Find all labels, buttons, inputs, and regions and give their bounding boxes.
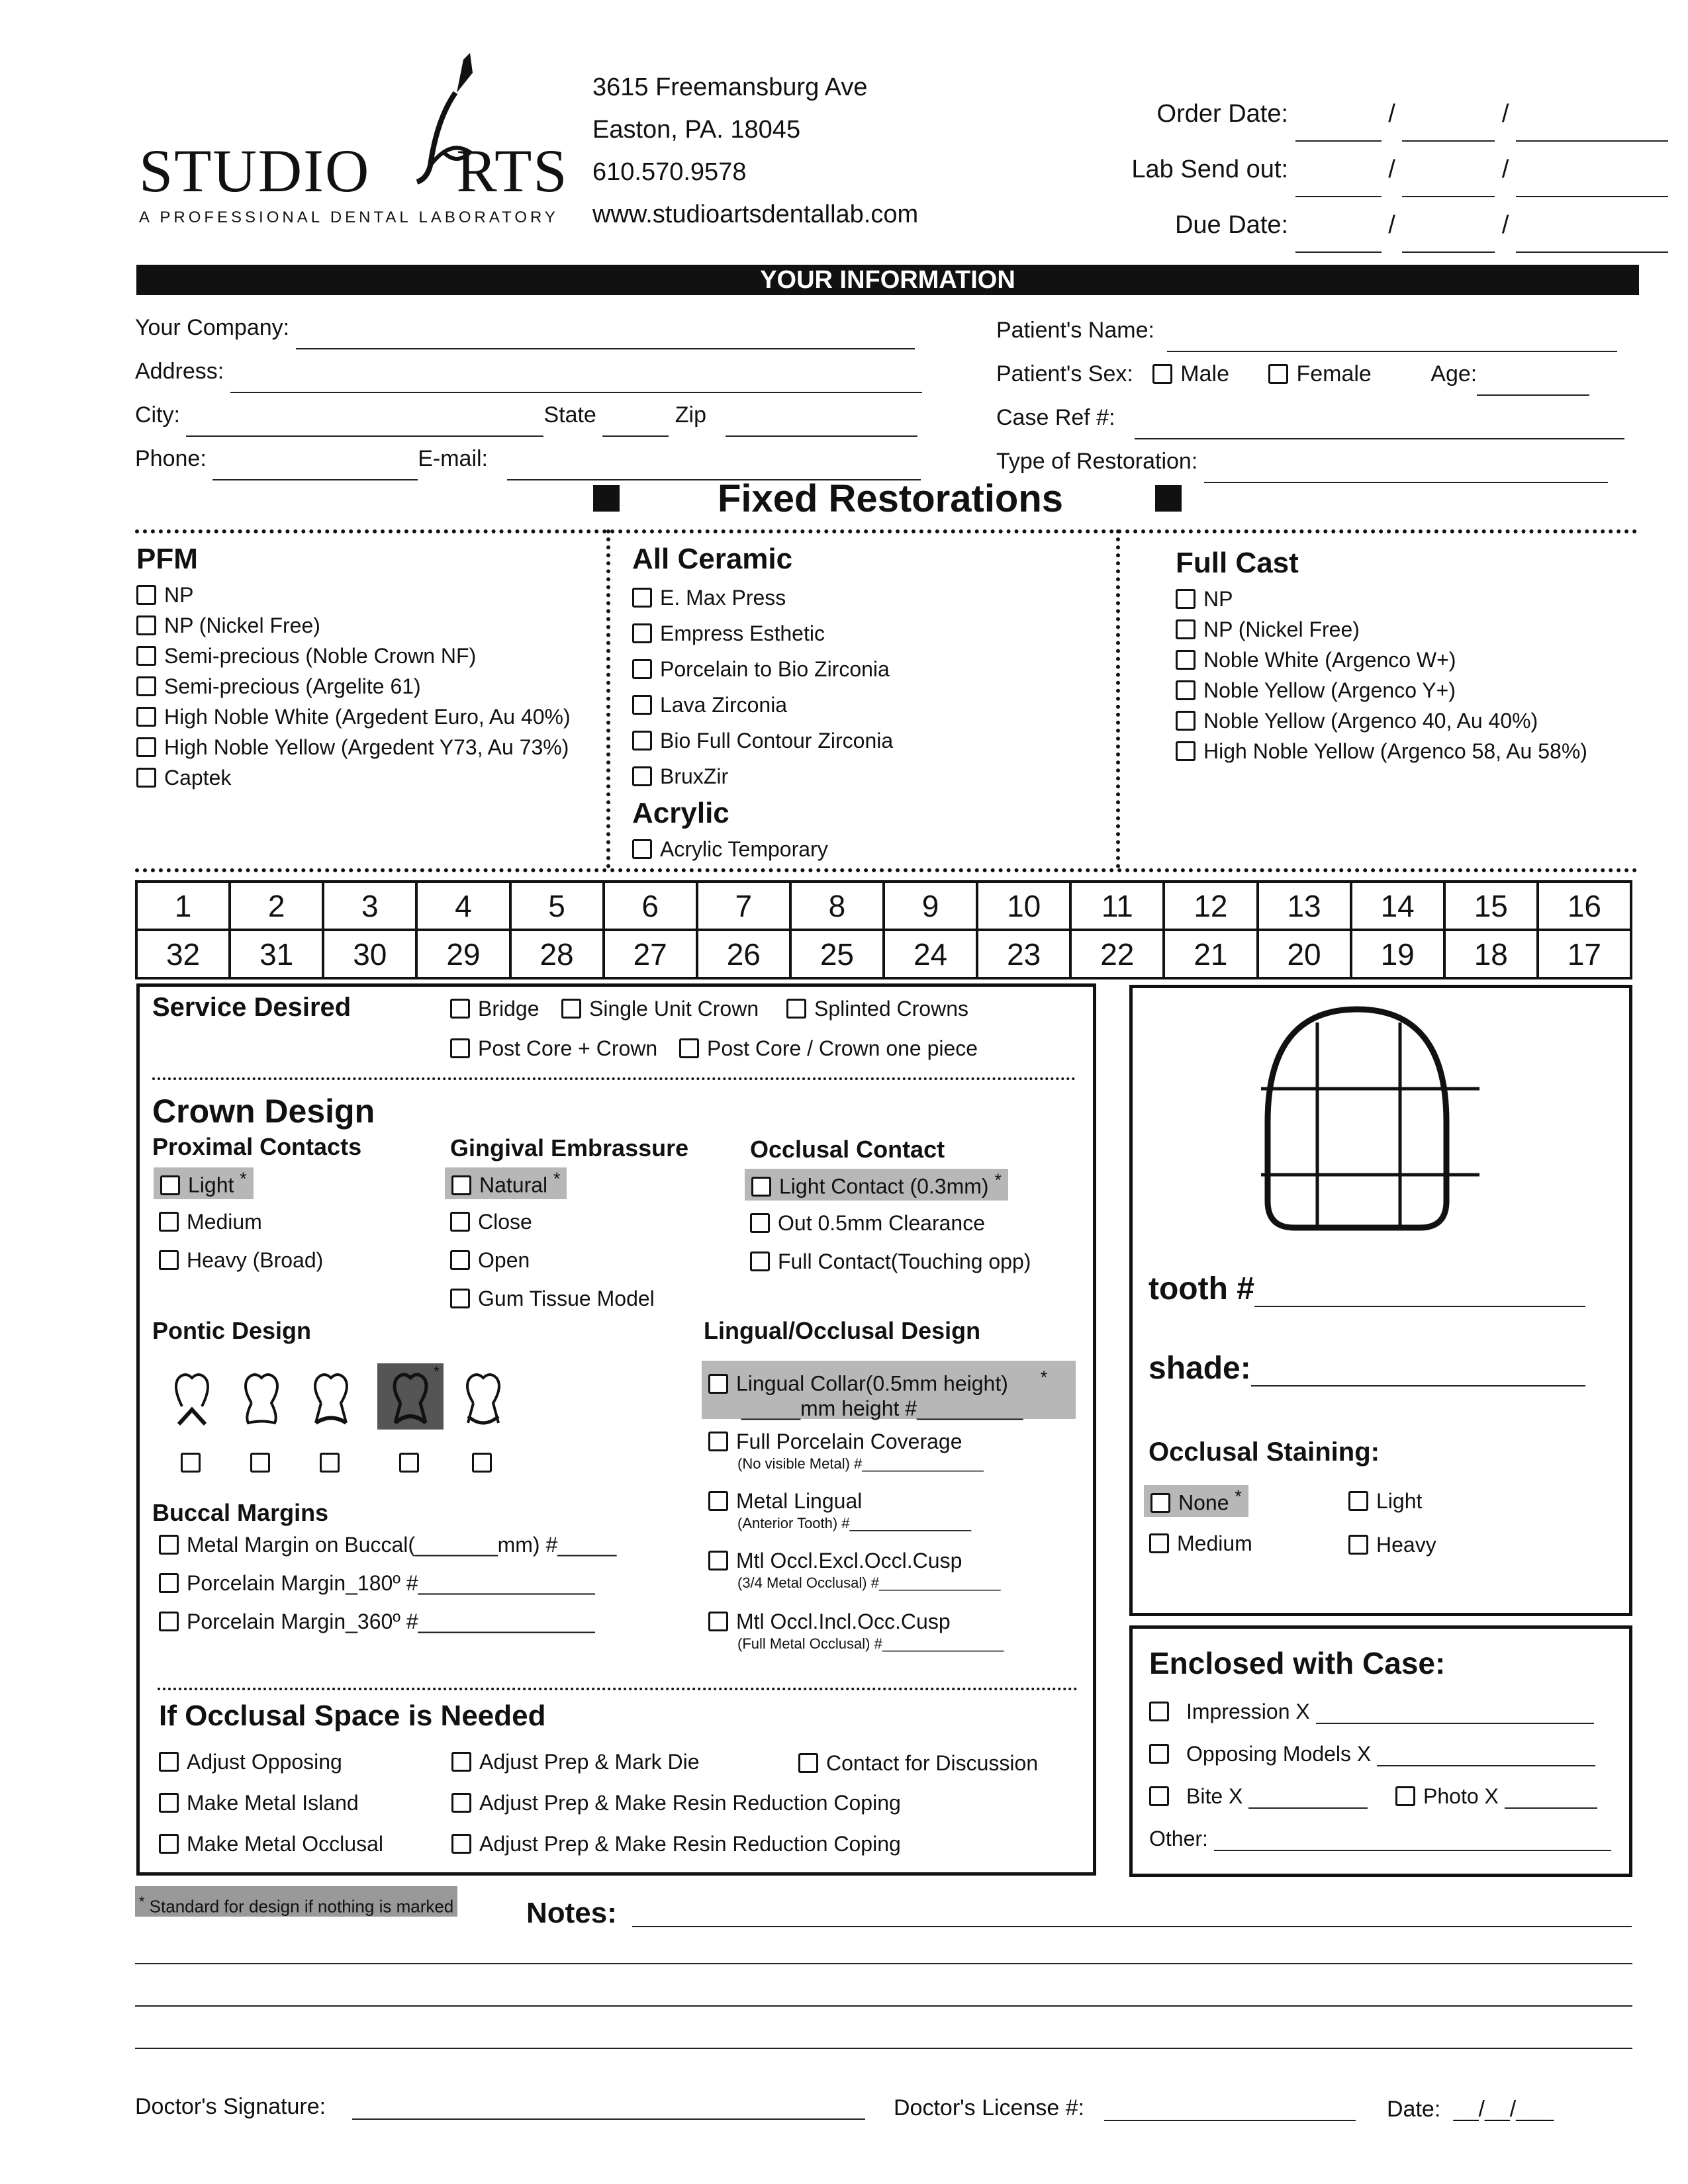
pfm-option <box>136 580 600 610</box>
acrylic-title: Acrylic <box>632 797 729 829</box>
tooth-cell[interactable]: 24 <box>884 930 977 978</box>
full-porcelain-label: Full Porcelain Coverage <box>736 1430 962 1453</box>
porcelain-180-checkbox[interactable] <box>159 1573 179 1593</box>
ceramic-label: Bio Full Contour Zirconia <box>660 729 894 752</box>
standard-star: * <box>1235 1486 1242 1506</box>
pfm-option <box>136 702 600 732</box>
pontic-2-checkbox[interactable] <box>250 1453 270 1473</box>
occl-incl-checkbox[interactable] <box>708 1612 728 1631</box>
tooth-cell[interactable]: 31 <box>230 930 323 978</box>
tooth-cell[interactable]: 6 <box>604 882 697 930</box>
occlusal-title: Occlusal Contact <box>750 1136 945 1163</box>
fullcast-option <box>1176 705 1639 736</box>
gingival-natural-checkbox[interactable] <box>451 1175 471 1195</box>
ceramic-option <box>632 651 1109 687</box>
city-label: City: <box>135 402 180 428</box>
occl-excl-checkbox[interactable] <box>708 1551 728 1570</box>
splinted-crowns-checkbox[interactable] <box>786 999 806 1019</box>
fullcast-option <box>1176 675 1639 705</box>
ceramic-label: BruxZir <box>660 764 729 788</box>
tooth-cell[interactable]: 32 <box>136 930 230 978</box>
male-label: Male <box>1180 361 1229 387</box>
ceramic-option <box>632 723 1109 758</box>
bridge-checkbox[interactable] <box>450 999 470 1019</box>
discussion-checkbox[interactable] <box>798 1753 818 1773</box>
tooth-cell[interactable]: 8 <box>790 882 884 930</box>
fullcast-option <box>1176 584 1639 614</box>
order-date-label: Order Date: <box>1156 100 1289 128</box>
resin-coping-2-label: Adjust Prep & Make Resin Reduction Coping <box>479 1832 901 1856</box>
shade-label: shade: <box>1149 1351 1251 1386</box>
occl-incl-note: (Full Metal Occlusal) #_______________ <box>737 1635 1004 1652</box>
post-core-crown-label: Post Core + Crown <box>478 1036 658 1060</box>
gingival-natural-label: Natural <box>479 1173 548 1197</box>
full-porcelain-checkbox[interactable] <box>708 1432 728 1451</box>
proximal-medium-label: Medium <box>187 1210 262 1234</box>
date-separator: / <box>1388 211 1395 239</box>
lingual-collar-height: _____mm height #_________ <box>741 1396 1023 1420</box>
state-label: State <box>543 402 596 428</box>
photo-field[interactable] <box>1505 1807 1597 1809</box>
occl-excl-label: Mtl Occl.Excl.Occl.Cusp <box>736 1549 962 1572</box>
post-core-crown-checkbox[interactable] <box>450 1038 470 1058</box>
brand-tagline: A PROFESSIONAL DENTAL LABORATORY <box>139 208 559 226</box>
dotted-divider <box>158 1688 1078 1690</box>
standard-note <box>135 1886 457 1917</box>
tooth-cell[interactable]: 3 <box>323 882 416 930</box>
fullcast-option <box>1176 614 1639 645</box>
date-separator: / <box>1501 156 1509 183</box>
acrylic-label: Acrylic Temporary <box>660 837 828 861</box>
fullcast-section <box>1176 547 1639 766</box>
gingival-title: Gingival Embrassure <box>450 1134 689 1161</box>
date-fields <box>1033 86 1668 253</box>
square-bullet-icon <box>593 485 620 512</box>
pfm-label: Semi-precious (Argelite 61) <box>164 674 421 698</box>
ceramic-label: Lava Zirconia <box>660 693 788 717</box>
fullcast-option <box>1176 645 1639 675</box>
tooth-cell[interactable]: 23 <box>977 930 1070 978</box>
pfm-option <box>136 610 600 641</box>
restoration-type-field[interactable] <box>1204 482 1608 483</box>
website: www.studioartsdentallab.com <box>592 201 919 228</box>
proximal-medium-checkbox[interactable] <box>159 1212 179 1232</box>
notes-line[interactable] <box>632 1926 1632 1927</box>
pontic-4-checkbox[interactable] <box>399 1453 419 1473</box>
tooth-cell[interactable]: 22 <box>1070 930 1164 978</box>
lingual-collar-option <box>702 1361 1076 1419</box>
pfm-checkbox[interactable] <box>136 768 156 788</box>
teeth-chart <box>135 880 1632 979</box>
standard-star: * <box>240 1169 247 1189</box>
splinted-crowns-label: Splinted Crowns <box>814 997 968 1021</box>
lingual-collar-label: Lingual Collar(0.5mm height) <box>736 1371 1008 1396</box>
occlusal-out-label: Out 0.5mm Clearance <box>778 1211 986 1235</box>
female-checkbox[interactable] <box>1268 364 1288 384</box>
tooth-cell[interactable]: 21 <box>1164 930 1257 978</box>
square-bullet-icon <box>1155 485 1182 512</box>
bridge-label: Bridge <box>478 997 539 1021</box>
pontic-modified-ridge-icon <box>238 1370 285 1430</box>
tooth-cell[interactable]: 12 <box>1164 882 1257 930</box>
age-label: Age: <box>1430 361 1477 387</box>
pfm-checkbox[interactable] <box>136 707 156 727</box>
notes-line[interactable] <box>135 1963 1632 1964</box>
proximal-light-checkbox[interactable] <box>160 1175 180 1195</box>
tooth-cell[interactable]: 17 <box>1538 930 1631 978</box>
occlusal-full-checkbox[interactable] <box>750 1251 770 1271</box>
tooth-cell[interactable]: 16 <box>1538 882 1631 930</box>
buccal-title: Buccal Margins <box>152 1499 329 1526</box>
fullcast-label: NP (Nickel Free) <box>1203 617 1360 641</box>
pontic-sanitary-icon <box>387 1370 434 1430</box>
pontic-3-checkbox[interactable] <box>320 1453 340 1473</box>
date-separator: / <box>1501 100 1509 128</box>
tooth-cell[interactable]: 25 <box>790 930 884 978</box>
fullcast-checkbox[interactable] <box>1176 589 1196 609</box>
porcelain-360-label: Porcelain Margin_360º #_______________ <box>187 1610 595 1633</box>
fixed-title: Fixed Restorations <box>717 477 1064 520</box>
ceramic-checkbox[interactable] <box>632 766 652 786</box>
lingual-collar-checkbox[interactable] <box>708 1374 728 1394</box>
occl-incl-label: Mtl Occl.Incl.Occ.Cusp <box>736 1610 951 1633</box>
fullcast-checkbox[interactable] <box>1176 711 1196 731</box>
phone-field[interactable] <box>212 479 418 480</box>
occlusal-full-label: Full Contact(Touching opp) <box>778 1250 1031 1273</box>
pontic-ridge-lap-icon <box>169 1370 215 1430</box>
single-crown-checkbox[interactable] <box>561 999 581 1019</box>
porcelain-360-checkbox[interactable] <box>159 1612 179 1631</box>
ceramic-label: Porcelain to Bio Zirconia <box>660 657 890 681</box>
adjust-opposing-label: Adjust Opposing <box>187 1750 342 1774</box>
fullcast-checkbox[interactable] <box>1176 741 1196 761</box>
fullcast-label: Noble White (Argenco W+) <box>1203 648 1456 672</box>
tooth-cell[interactable]: 7 <box>697 882 790 930</box>
patient-name-label: Patient's Name: <box>996 318 1154 343</box>
acrylic-checkbox[interactable] <box>632 839 652 859</box>
ceramic-checkbox[interactable] <box>632 588 652 608</box>
tooth-cell[interactable]: 5 <box>510 882 604 930</box>
fullcast-label: High Noble Yellow (Argenco 58, Au 58%) <box>1203 739 1587 763</box>
bite-checkbox[interactable] <box>1149 1786 1169 1806</box>
ceramic-checkbox[interactable] <box>632 731 652 751</box>
pfm-checkbox[interactable] <box>136 646 156 666</box>
phone-number: 610.570.9578 <box>592 158 747 186</box>
brand-name-left: STUDIO <box>139 137 371 205</box>
tooth-diagram-icon <box>1261 1003 1486 1248</box>
ceramic-option <box>632 580 1109 615</box>
ceramic-option <box>632 687 1109 723</box>
pfm-title: PFM <box>136 543 198 575</box>
fullcast-title: Full Cast <box>1176 547 1299 579</box>
dotted-divider <box>135 868 1638 872</box>
pontic-ovate-icon <box>308 1370 354 1430</box>
metal-lingual-label: Metal Lingual <box>736 1489 863 1513</box>
dotted-divider <box>152 1077 1076 1080</box>
single-crown-label: Single Unit Crown <box>589 997 759 1021</box>
pfm-checkbox[interactable] <box>136 585 156 605</box>
acrylic-option <box>632 834 1109 864</box>
proximal-light-label: Light <box>188 1173 234 1197</box>
date-label: Date: <box>1387 2097 1441 2122</box>
ceramic-section <box>632 543 1109 864</box>
opposing-label: Opposing Models X <box>1186 1742 1372 1766</box>
other-field[interactable] <box>1214 1850 1611 1851</box>
ceramic-title: All Ceramic <box>632 543 793 575</box>
gingival-close-checkbox[interactable] <box>450 1212 470 1232</box>
tooth-number-label: tooth # <box>1149 1271 1254 1306</box>
occl-excl-note: (3/4 Metal Occlusal) #_______________ <box>737 1574 1001 1591</box>
space-title: If Occlusal Space is Needed <box>159 1700 546 1732</box>
license-label: Doctor's License #: <box>894 2095 1085 2120</box>
lingual-title: Lingual/Occlusal Design <box>704 1317 981 1344</box>
metal-island-checkbox[interactable] <box>159 1793 179 1813</box>
case-ref-label: Case Ref #: <box>996 405 1115 430</box>
pfm-label: Semi-precious (Noble Crown NF) <box>164 644 477 668</box>
restoration-type-label: Type of Restoration: <box>996 449 1198 474</box>
ceramic-label: Empress Esthetic <box>660 621 825 645</box>
standard-star: * <box>553 1169 561 1189</box>
tooth-cell[interactable]: 26 <box>697 930 790 978</box>
tooth-cell[interactable]: 27 <box>604 930 697 978</box>
tooth-cell[interactable]: 20 <box>1258 930 1351 978</box>
adjust-opposing-checkbox[interactable] <box>159 1752 179 1772</box>
fullcast-checkbox[interactable] <box>1176 619 1196 639</box>
tooth-cell[interactable]: 11 <box>1070 882 1164 930</box>
occlusal-light-checkbox[interactable] <box>751 1177 771 1197</box>
tooth-cell[interactable]: 2 <box>230 882 323 930</box>
logo <box>139 53 569 238</box>
fullcast-label: NP <box>1203 587 1233 611</box>
notes-line[interactable] <box>135 2048 1632 2049</box>
metal-margin-checkbox[interactable] <box>159 1535 179 1555</box>
zip-label: Zip <box>675 402 706 428</box>
resin-coping-1-label: Adjust Prep & Make Resin Reduction Coping <box>479 1791 901 1815</box>
pfm-checkbox[interactable] <box>136 615 156 635</box>
resin-coping-2-checkbox[interactable] <box>451 1834 471 1854</box>
tooth-cell[interactable]: 4 <box>416 882 510 930</box>
staining-heavy-label: Heavy <box>1376 1533 1436 1557</box>
email-label: E-mail: <box>418 446 489 471</box>
date-separator: / <box>1501 211 1509 239</box>
due-date-label: Due Date: <box>1174 211 1289 239</box>
tooth-cell[interactable]: 19 <box>1351 930 1444 978</box>
occlusal-out-checkbox[interactable] <box>750 1213 770 1233</box>
tooth-cell[interactable]: 10 <box>977 882 1070 930</box>
phone-label: Phone: <box>135 446 207 471</box>
discussion-label: Contact for Discussion <box>826 1751 1039 1775</box>
due-date-day[interactable] <box>1402 251 1495 253</box>
staining-none-checkbox[interactable] <box>1150 1493 1170 1513</box>
dotted-divider <box>606 529 610 868</box>
pontic-options <box>169 1363 520 1482</box>
ceramic-checkbox[interactable] <box>632 695 652 715</box>
tooth-cell[interactable]: 30 <box>323 930 416 978</box>
gingival-open-checkbox[interactable] <box>450 1250 470 1270</box>
date-separator: / <box>1388 100 1395 128</box>
tooth-cell[interactable]: 9 <box>884 882 977 930</box>
ceramic-option <box>632 758 1109 794</box>
standard-star: * <box>994 1170 1002 1190</box>
pontic-5-checkbox[interactable] <box>472 1453 492 1473</box>
gingival-open-label: Open <box>478 1248 530 1272</box>
pfm-option <box>136 762 600 793</box>
metal-lingual-note: (Anterior Tooth) #_______________ <box>737 1515 972 1531</box>
send-date-label: Lab Send out: <box>1131 156 1289 183</box>
tooth-number-field[interactable] <box>1254 1306 1585 1307</box>
fullcast-checkbox[interactable] <box>1176 650 1196 670</box>
photo-label: Photo X <box>1423 1784 1499 1808</box>
other-label: Other: <box>1149 1827 1208 1850</box>
pfm-checkbox[interactable] <box>136 676 156 696</box>
opposing-checkbox[interactable] <box>1149 1744 1169 1764</box>
pfm-option <box>136 641 600 671</box>
service-title: Service Desired <box>152 993 352 1022</box>
brand-name-right: RTS <box>456 137 569 205</box>
pfm-checkbox[interactable] <box>136 737 156 757</box>
shade-field[interactable] <box>1251 1385 1585 1387</box>
staining-light-checkbox[interactable] <box>1348 1491 1368 1511</box>
metal-island-label: Make Metal Island <box>187 1791 359 1815</box>
pfm-label: High Noble Yellow (Argedent Y73, Au 73%) <box>164 735 569 759</box>
adjust-prep-label: Adjust Prep & Mark Die <box>479 1750 700 1774</box>
enclosed-title: Enclosed with Case: <box>1149 1646 1446 1680</box>
porcelain-180-label: Porcelain Margin_180º #_______________ <box>187 1571 595 1595</box>
staining-heavy-checkbox[interactable] <box>1348 1535 1368 1555</box>
metal-lingual-checkbox[interactable] <box>708 1491 728 1511</box>
full-porcelain-note: (No visible Metal) #_______________ <box>737 1455 984 1472</box>
tooth-cell[interactable]: 29 <box>416 930 510 978</box>
tooth-cell[interactable]: 28 <box>510 930 604 978</box>
due-date-year[interactable] <box>1516 251 1668 253</box>
staining-light-label: Light <box>1376 1489 1423 1513</box>
pontic-conical-icon <box>460 1370 506 1430</box>
pontic-1-checkbox[interactable] <box>181 1453 201 1473</box>
tooth-cell[interactable]: 1 <box>136 882 230 930</box>
patient-sex-label: Patient's Sex: <box>996 361 1133 387</box>
pfm-label: Captek <box>164 766 232 790</box>
pfm-label: NP <box>164 583 194 607</box>
bite-label: Bite X <box>1186 1784 1243 1808</box>
standard-star: * <box>139 1893 145 1909</box>
staining-title: Occlusal Staining: <box>1149 1437 1380 1467</box>
pfm-section <box>136 543 600 793</box>
male-checkbox[interactable] <box>1152 364 1172 384</box>
staining-none-label: None <box>1178 1490 1229 1515</box>
bite-field[interactable] <box>1248 1807 1368 1809</box>
metal-occlusal-label: Make Metal Occlusal <box>187 1832 383 1856</box>
post-core-one-piece-label: Post Core / Crown one piece <box>707 1036 978 1060</box>
fullcast-label: Noble Yellow (Argenco 40, Au 40%) <box>1203 709 1538 733</box>
date-field[interactable]: __/__/___ <box>1453 2097 1554 2122</box>
address-street: 3615 Freemansburg Ave <box>592 73 868 101</box>
ceramic-checkbox[interactable] <box>632 623 652 643</box>
adjust-prep-checkbox[interactable] <box>451 1752 471 1772</box>
ceramic-label: E. Max Press <box>660 586 786 610</box>
pfm-option <box>136 671 600 702</box>
gum-tissue-label: Gum Tissue Model <box>478 1287 655 1310</box>
gum-tissue-checkbox[interactable] <box>450 1289 470 1308</box>
company-label: Your Company: <box>135 315 290 340</box>
tooth-cell[interactable]: 18 <box>1444 930 1538 978</box>
staining-medium-checkbox[interactable] <box>1149 1533 1169 1553</box>
signature-field[interactable] <box>352 2118 865 2120</box>
metal-margin-label: Metal Margin on Buccal(_______mm) #_____ <box>187 1533 617 1557</box>
fullcast-label: Noble Yellow (Argenco Y+) <box>1203 678 1456 702</box>
staining-medium-label: Medium <box>1177 1531 1252 1555</box>
opposing-field[interactable] <box>1377 1765 1595 1766</box>
license-field[interactable] <box>1104 2120 1356 2121</box>
standard-star: * <box>1040 1367 1048 1387</box>
address-city: Easton, PA. 18045 <box>592 116 801 144</box>
standard-star: * <box>434 1363 440 1380</box>
female-label: Female <box>1296 361 1372 387</box>
notes-line[interactable] <box>135 2005 1632 2007</box>
pfm-option <box>136 732 600 762</box>
proximal-title: Proximal Contacts <box>152 1133 362 1160</box>
signature-label: Doctor's Signature: <box>135 2094 326 2119</box>
standard-note-text: Standard for design if nothing is marked <box>149 1896 454 1917</box>
address-label: Address: <box>135 359 224 384</box>
dotted-divider <box>1116 529 1120 868</box>
proximal-heavy-label: Heavy (Broad) <box>187 1248 324 1272</box>
post-core-one-piece-checkbox[interactable] <box>679 1038 699 1058</box>
info-banner: YOUR INFORMATION <box>136 265 1639 295</box>
tooth-cell[interactable]: 14 <box>1351 882 1444 930</box>
pontic-title: Pontic Design <box>152 1317 312 1344</box>
impression-checkbox[interactable] <box>1149 1702 1169 1721</box>
due-date-month[interactable] <box>1295 251 1382 253</box>
resin-coping-1-checkbox[interactable] <box>451 1793 471 1813</box>
tooth-cell[interactable]: 15 <box>1444 882 1538 930</box>
occlusal-light-label: Light Contact (0.3mm) <box>779 1174 989 1199</box>
photo-checkbox[interactable] <box>1395 1786 1415 1806</box>
tooth-cell[interactable]: 13 <box>1258 882 1351 930</box>
fullcast-option <box>1176 736 1639 766</box>
dotted-divider <box>135 529 1638 533</box>
fullcast-checkbox[interactable] <box>1176 680 1196 700</box>
proximal-heavy-checkbox[interactable] <box>159 1250 179 1270</box>
impression-field[interactable] <box>1316 1723 1594 1724</box>
impression-label: Impression X <box>1186 1700 1310 1723</box>
notes-label: Notes: <box>526 1897 617 1929</box>
pfm-label: NP (Nickel Free) <box>164 614 320 637</box>
ceramic-option <box>632 615 1109 651</box>
ceramic-checkbox[interactable] <box>632 659 652 679</box>
pfm-label: High Noble White (Argedent Euro, Au 40%) <box>164 705 571 729</box>
date-separator: / <box>1388 156 1395 183</box>
crown-design-title: Crown Design <box>152 1093 375 1130</box>
gingival-close-label: Close <box>478 1210 532 1234</box>
metal-occlusal-checkbox[interactable] <box>159 1834 179 1854</box>
